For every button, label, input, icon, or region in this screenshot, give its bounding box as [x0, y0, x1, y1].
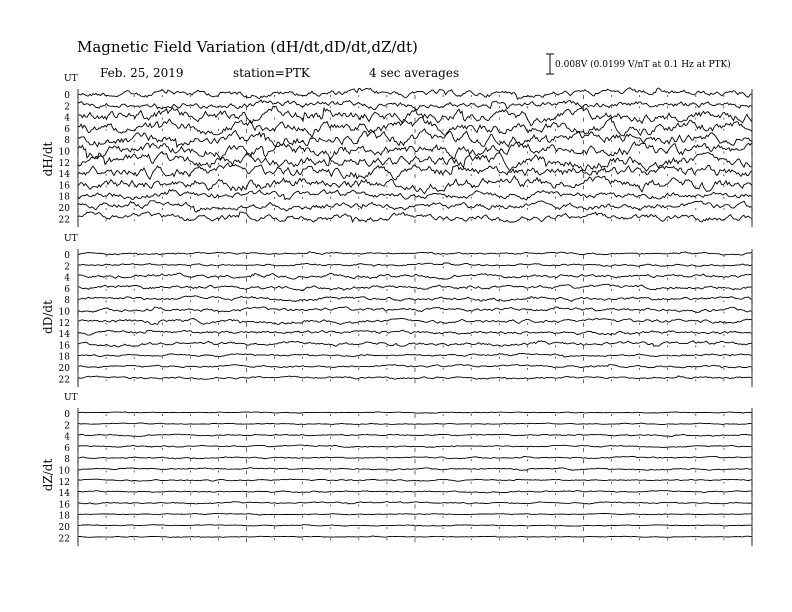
row-label: 16 — [58, 500, 70, 511]
row-label: 18 — [58, 192, 70, 203]
ylabel-panel-1: dH/dt — [41, 141, 55, 177]
row-label: 22 — [58, 534, 70, 545]
row-label: 16 — [58, 181, 70, 192]
row-label: 14 — [58, 170, 70, 181]
row-label: 6 — [64, 284, 70, 295]
row-label: 12 — [58, 318, 70, 329]
trace-line — [78, 252, 752, 255]
row-label: 6 — [64, 443, 70, 454]
trace-line — [78, 513, 752, 515]
trace-line — [78, 353, 752, 357]
row-label: 12 — [58, 477, 70, 488]
row-label: 20 — [58, 364, 70, 374]
trace-line — [78, 376, 752, 379]
row-label: 0 — [64, 251, 70, 261]
row-label: 6 — [64, 124, 70, 135]
trace-line — [78, 479, 752, 481]
trace-line — [78, 491, 752, 493]
ylabel-panel-3: dZ/dt — [41, 458, 55, 492]
row-label: 22 — [58, 375, 70, 386]
row-label: 18 — [58, 352, 70, 363]
ut-label-panel-3: UT — [64, 393, 78, 403]
ut-label-panel-1: UT — [64, 74, 78, 84]
trace-line — [78, 176, 752, 194]
row-label: 2 — [64, 262, 70, 273]
ut-label-panel-2: UT — [64, 234, 78, 244]
trace-line — [78, 468, 752, 471]
row-label: 18 — [58, 511, 70, 522]
station-label: station=PTK — [233, 66, 310, 80]
scale-bar-label: 0.008V (0.0199 V/nT at 0.1 Hz at PTK) — [555, 60, 731, 70]
date-label: Feb. 25, 2019 — [100, 66, 184, 80]
row-label: 10 — [58, 307, 70, 318]
trace-line — [78, 307, 752, 312]
row-label: 4 — [64, 273, 70, 284]
trace-line — [78, 412, 752, 413]
trace-line — [78, 456, 752, 458]
averaging-label: 4 sec averages — [369, 66, 460, 80]
row-label: 10 — [58, 147, 70, 158]
trace-line — [78, 365, 752, 368]
row-label: 10 — [58, 466, 70, 477]
row-label: 20 — [58, 204, 70, 214]
scale-bar — [546, 54, 554, 74]
row-label: 14 — [58, 330, 70, 341]
row-label: 14 — [58, 489, 70, 500]
row-label: 2 — [64, 102, 70, 113]
row-label: 2 — [64, 421, 70, 432]
panel-3 — [59, 408, 752, 546]
chart-title: Magnetic Field Variation (dH/dt,dD/dt,dZ/dt) — [77, 38, 418, 56]
trace-line — [78, 525, 752, 526]
row-label: 20 — [58, 523, 70, 533]
row-label: 12 — [58, 158, 70, 169]
trace-line — [78, 263, 752, 266]
trace-line — [78, 445, 752, 448]
row-label: 0 — [64, 91, 70, 101]
row-label: 8 — [64, 455, 70, 466]
row-label: 4 — [64, 113, 70, 124]
trace-line — [78, 423, 752, 425]
trace-line — [78, 502, 752, 504]
row-label: 16 — [58, 341, 70, 352]
row-label: 8 — [64, 136, 70, 147]
row-label: 22 — [58, 215, 70, 226]
row-label: 4 — [64, 432, 70, 443]
trace-line — [78, 100, 752, 110]
panel-2 — [59, 249, 752, 387]
row-label: 8 — [64, 296, 70, 307]
row-label: 0 — [64, 410, 70, 420]
trace-line — [78, 536, 752, 537]
trace-line — [78, 434, 752, 436]
ylabel-panel-2: dD/dt — [41, 300, 55, 334]
panel-1 — [59, 88, 752, 228]
